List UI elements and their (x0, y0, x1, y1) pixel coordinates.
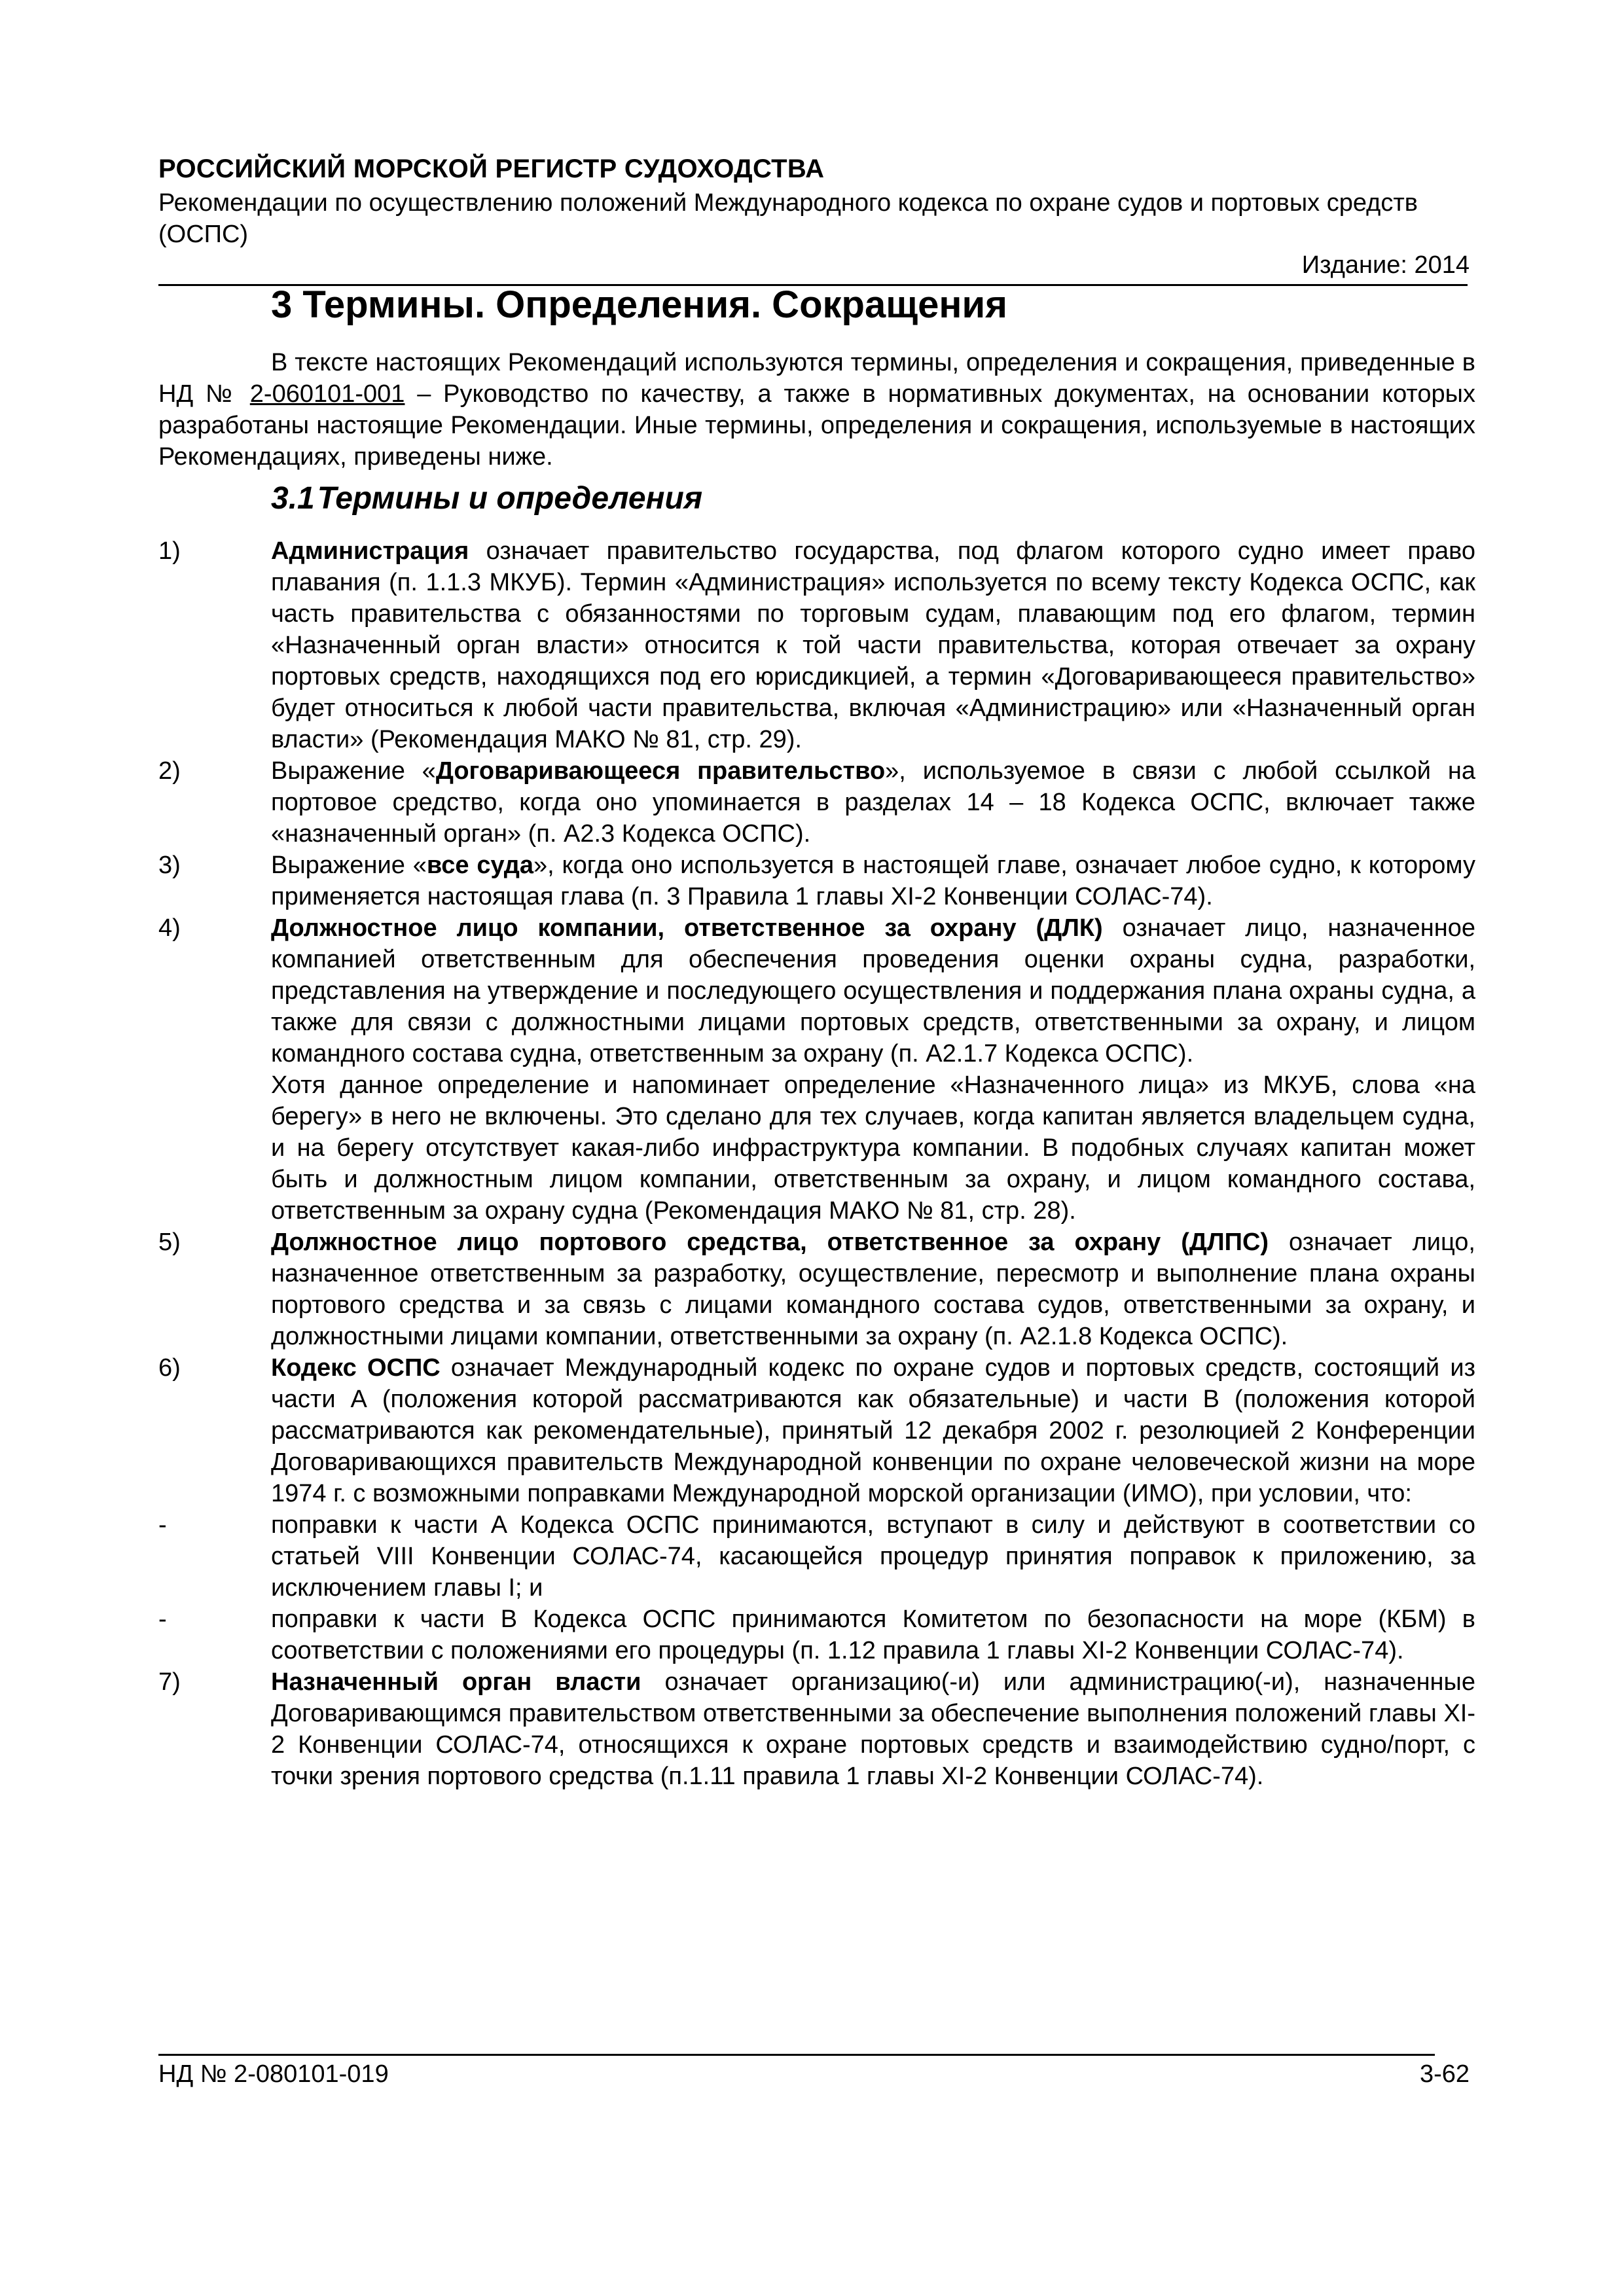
item-marker: 7) (158, 1668, 181, 1696)
definition-item (158, 1227, 1475, 1352)
section-title: 3 Термины. Определения. Сокращения (271, 283, 1007, 326)
item-marker: - (158, 1511, 167, 1539)
item-text: Должностное лицо портового средства, ответственное за охрану (ДЛПС) означает лицо, назначенное ответственным за разработку, осуществление, пересмотр и выполнение плана охраны портового средства и за связь с лицами командного состава судов, ответственными за охрану, и должностными лицами компании, ответственными за охрану (п. А2.1.8 Кодекса ОСПС). (271, 1229, 1475, 1350)
definition-item (158, 912, 1475, 1069)
definition-subitem (158, 1509, 1475, 1604)
item-marker: 3) (158, 852, 181, 879)
footer-page-number: 3-62 (1419, 2060, 1470, 2088)
item-term: Администрация (271, 537, 469, 565)
item-term: Договаривающееся правительство (435, 757, 886, 785)
item-marker: 6) (158, 1354, 181, 1382)
definition-note (158, 1069, 1475, 1227)
item-marker: 5) (158, 1229, 181, 1256)
subsection-number: 3.1 (271, 481, 315, 516)
item-text: поправки к части А Кодекса ОСПС принимаются, вступают в силу и действуют в соответствии со статьей VIII Конвенции СОЛАС-74, касающейся процедур принятия поправок к приложению, за исключением главы I; и (271, 1511, 1475, 1602)
definition-item (158, 535, 1475, 755)
footer-doc-number: НД № 2-080101-019 (158, 2060, 389, 2088)
item-text: Назначенный орган власти означает организацию(-и) или администрацию(-и), назначенные Договаривающимся правительством ответственными за обеспечение выполнения положений главы XI-2 Конвенции СОЛАС-74, относящихся к охране портовых средств и взаимодействию судно/порт, с точки зрения портового средства (п.1.11 правила 1 главы XI-2 Конвенции СОЛАС-74). (271, 1668, 1475, 1790)
item-marker: 2) (158, 757, 181, 785)
definitions-list (158, 535, 1475, 1792)
header-subtitle: Рекомендации по осуществлению положений Международного кодекса по охране судов и портовых средств (ОСПС) (158, 189, 1418, 248)
item-term: все суда (426, 852, 533, 879)
item-text: Администрация означает правительство государства, под флагом которого судно имеет право плавания (п. 1.1.3 МКУБ). Термин «Администрация» используется по всему тексту Кодекса ОСПС, как часть правительства с обязанностями по торговым судам, плавающим под его флагом, термин «Назначенный орган власти» относится к той части правительства, которая отвечает за охрану портовых средств, находящихся под его юрисдикцией, а термин «Договаривающееся правительство» будет относиться к любой части правительства, включая «Администрацию» или «Назначенный орган власти» (Рекомендация МАКО № 81, стр. 29). (271, 537, 1475, 753)
subsection-title (271, 480, 702, 516)
item-text: Должностное лицо компании, ответственное за охрану (ДЛК) означает лицо, назначенное компанией ответственным для обеспечения проведения оценки охраны судна, разработки, представления на утверждение и последующего осуществления и поддержания плана охраны судна, а также для связи с должностными лицами портовых средств, ответственными за охрану, и лицом командного состава судна, ответственным за охрану (п. А2.1.7 Кодекса ОСПС). (271, 914, 1476, 1067)
item-text: Хотя данное определение и напоминает определение «Назначенного лица» из МКУБ, слова «на берегу» в него не включены. Это сделано для тех случаев, когда капитан является владельцем судна, и на берегу отсутствует какая-либо инфраструктура компании. В подобных случаях капитан может быть и должностным лицом компании, ответственным за охрану, и лицом командного состава, ответственным за охрану судна (Рекомендация МАКО № 81, стр. 28). (271, 1071, 1475, 1225)
intro-text-before: В тексте настоящих Рекомендаций используются термины, определения и сокращения, приведенные в НД № (158, 349, 1475, 408)
item-text: поправки к части В Кодекса ОСПС принимаются Комитетом по безопасности на море (КБМ) в соответствии с положениями его процедуры (п. 1.12 правила 1 главы XI-2 Конвенции СОЛАС-74). (271, 1605, 1475, 1664)
definition-item (158, 1352, 1475, 1509)
item-term: Кодекс ОСПС (271, 1354, 441, 1382)
footer-divider (158, 2054, 1435, 2056)
definition-item (158, 850, 1475, 912)
item-term: Должностное лицо портового средства, ответственное за охрану (ДЛПС) (271, 1229, 1269, 1256)
definition-subitem (158, 1604, 1475, 1666)
item-term: Назначенный орган власти (271, 1668, 641, 1696)
item-text: Кодекс ОСПС означает Международный кодекс по охране судов и портовых средств, состоящий из части А (положения которой рассматриваются как обязательные) и части В (положения которой рассматриваются как рекомендательные), принятый 12 декабря 2002 г. резолюцией 2 Конференции Договаривающихся правительств Международной конвенции по охране человеческой жизни на море 1974 г. с возможными поправками Международной морской организации (ИМО), при условии, что: (271, 1354, 1475, 1507)
intro-paragraph (158, 347, 1475, 473)
item-term: Должностное лицо компании, ответственное за охрану (ДЛК) (271, 914, 1103, 942)
header-edition: Издание: 2014 (1301, 251, 1470, 279)
definition-item (158, 1666, 1475, 1792)
intro-doc-link[interactable]: 2-060101-001 (249, 380, 405, 408)
item-text: Выражение «Договаривающееся правительство», используемое в связи с любой ссылкой на портовое средство, когда оно упоминается в разделах 14 – 18 Кодекса ОСПС, включает также «назначенный орган» (п. А2.3 Кодекса ОСПС). (271, 757, 1475, 848)
item-marker (158, 1069, 271, 1227)
definition-item (158, 755, 1475, 850)
item-text: Выражение «все суда», когда оно используется в настоящей главе, означает любое судно, к которому применяется настоящая глава (п. 3 Правила 1 главы XI-2 Конвенции СОЛАС-74). (271, 852, 1475, 910)
item-marker: 4) (158, 914, 181, 942)
intro-text-after: – Руководство по качеству, а также в нормативных документах, на основании которых разработаны настоящие Рекомендации. Иные термины, определения и сокращения, используемые в настоящих Рекомендациях, приведены ниже. (158, 380, 1475, 471)
item-marker: - (158, 1605, 167, 1633)
subsection-label: Термины и определения (317, 481, 703, 516)
item-marker: 1) (158, 537, 181, 565)
header-organization: РОССИЙСКИЙ МОРСКОЙ РЕГИСТР СУДОХОДСТВА (158, 154, 825, 183)
